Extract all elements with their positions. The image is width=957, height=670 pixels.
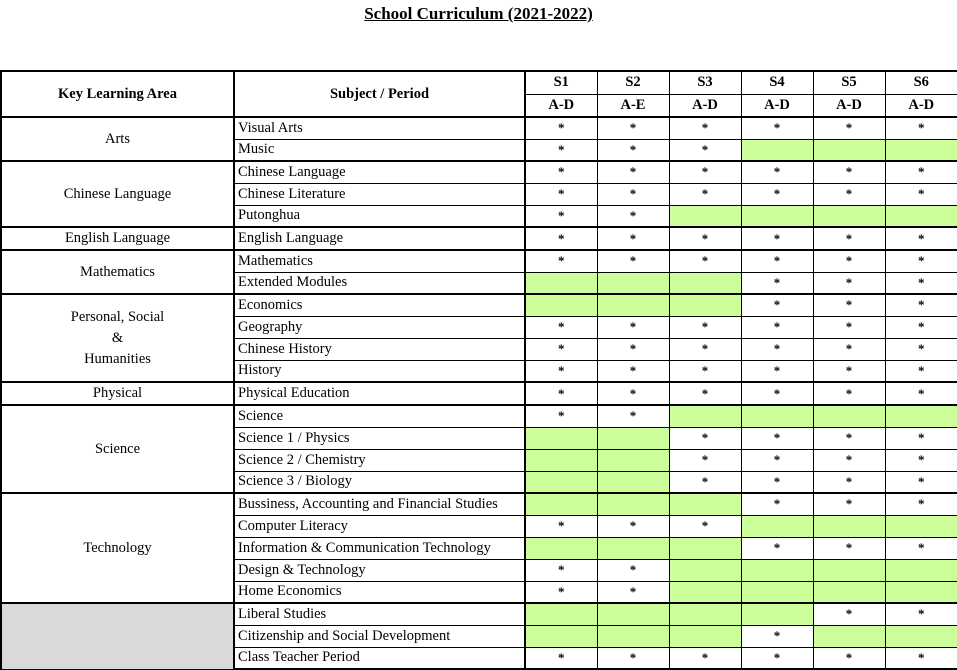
offered-mark: * [813, 493, 885, 515]
not-offered-cell [669, 294, 741, 316]
not-offered-cell [597, 625, 669, 647]
offered-mark: * [669, 227, 741, 250]
offered-mark: * [813, 427, 885, 449]
table-row [1, 493, 957, 515]
table-row [1, 227, 957, 250]
offered-mark: * [813, 471, 885, 493]
not-offered-cell [813, 625, 885, 647]
offered-mark: * [741, 227, 813, 250]
table-row [1, 603, 957, 625]
offered-mark: * [669, 647, 741, 669]
header-key-learning-area: Key Learning Area [1, 71, 234, 117]
offered-mark: * [525, 161, 597, 183]
offered-mark: * [885, 161, 957, 183]
subject-cell: Music [234, 139, 525, 161]
offered-mark: * [885, 250, 957, 272]
subject-cell: Economics [234, 294, 525, 316]
not-offered-cell [525, 471, 597, 493]
not-offered-cell [741, 603, 813, 625]
not-offered-cell [525, 603, 597, 625]
not-offered-cell [741, 405, 813, 427]
offered-mark: * [597, 338, 669, 360]
offered-mark: * [813, 117, 885, 139]
not-offered-cell [885, 581, 957, 603]
not-offered-cell [741, 205, 813, 227]
offered-mark: * [813, 294, 885, 316]
offered-mark: * [597, 382, 669, 405]
not-offered-cell [525, 427, 597, 449]
not-offered-cell [885, 139, 957, 161]
offered-mark: * [741, 117, 813, 139]
not-offered-cell [597, 272, 669, 294]
offered-mark: * [741, 338, 813, 360]
offered-mark: * [525, 117, 597, 139]
offered-mark: * [885, 338, 957, 360]
offered-mark: * [813, 161, 885, 183]
offered-mark: * [741, 294, 813, 316]
table-row [1, 250, 957, 272]
offered-mark: * [885, 449, 957, 471]
offered-mark: * [669, 338, 741, 360]
offered-mark: * [813, 603, 885, 625]
not-offered-cell [597, 294, 669, 316]
not-offered-cell [597, 537, 669, 559]
header-level: S6 [885, 71, 957, 94]
offered-mark: * [885, 427, 957, 449]
offered-mark: * [813, 537, 885, 559]
offered-mark: * [597, 117, 669, 139]
key-learning-area-cell: Chinese Language [1, 161, 234, 227]
not-offered-cell [525, 625, 597, 647]
offered-mark: * [597, 316, 669, 338]
subject-cell: Mathematics [234, 250, 525, 272]
offered-mark: * [813, 647, 885, 669]
offered-mark: * [525, 559, 597, 581]
not-offered-cell [669, 405, 741, 427]
offered-mark: * [885, 537, 957, 559]
offered-mark: * [597, 360, 669, 382]
not-offered-cell [597, 493, 669, 515]
subject-cell: English Language [234, 227, 525, 250]
offered-mark: * [597, 581, 669, 603]
key-learning-area-cell: Personal, Social & Humanities [1, 294, 234, 382]
offered-mark: * [597, 139, 669, 161]
subject-cell: Science 1 / Physics [234, 427, 525, 449]
not-offered-cell [885, 205, 957, 227]
offered-mark: * [813, 250, 885, 272]
table-row [1, 382, 957, 405]
offered-mark: * [741, 449, 813, 471]
offered-mark: * [813, 227, 885, 250]
offered-mark: * [669, 316, 741, 338]
offered-mark: * [885, 272, 957, 294]
offered-mark: * [741, 360, 813, 382]
offered-mark: * [885, 117, 957, 139]
offered-mark: * [669, 161, 741, 183]
not-offered-cell [813, 405, 885, 427]
offered-mark: * [669, 427, 741, 449]
offered-mark: * [741, 161, 813, 183]
key-learning-area-cell: English Language [1, 227, 234, 250]
header-level: S3 [669, 71, 741, 94]
not-offered-cell [813, 139, 885, 161]
not-offered-cell [525, 294, 597, 316]
offered-mark: * [885, 382, 957, 405]
not-offered-cell [597, 603, 669, 625]
key-learning-area-cell: Mathematics [1, 250, 234, 294]
offered-mark: * [669, 382, 741, 405]
not-offered-cell [525, 272, 597, 294]
offered-mark: * [813, 338, 885, 360]
offered-mark: * [741, 183, 813, 205]
header-subject-period: Subject / Period [234, 71, 525, 117]
offered-mark: * [525, 250, 597, 272]
header-period: A-D [885, 94, 957, 117]
offered-mark: * [597, 205, 669, 227]
not-offered-cell [813, 515, 885, 537]
not-offered-cell [669, 603, 741, 625]
offered-mark: * [597, 250, 669, 272]
subject-cell: Class Teacher Period [234, 647, 525, 669]
offered-mark: * [813, 382, 885, 405]
offered-mark: * [741, 493, 813, 515]
offered-mark: * [669, 360, 741, 382]
not-offered-cell [669, 205, 741, 227]
offered-mark: * [525, 581, 597, 603]
not-offered-cell [741, 559, 813, 581]
not-offered-cell [813, 581, 885, 603]
offered-mark: * [525, 360, 597, 382]
subject-cell: Putonghua [234, 205, 525, 227]
not-offered-cell [525, 493, 597, 515]
offered-mark: * [525, 338, 597, 360]
offered-mark: * [597, 183, 669, 205]
offered-mark: * [525, 205, 597, 227]
subject-cell: Chinese Literature [234, 183, 525, 205]
not-offered-cell [813, 205, 885, 227]
subject-cell: Geography [234, 316, 525, 338]
not-offered-cell [597, 471, 669, 493]
offered-mark: * [597, 161, 669, 183]
offered-mark: * [525, 405, 597, 427]
key-learning-area-cell [1, 603, 234, 669]
offered-mark: * [669, 117, 741, 139]
not-offered-cell [669, 537, 741, 559]
offered-mark: * [885, 647, 957, 669]
offered-mark: * [669, 250, 741, 272]
subject-cell: Citizenship and Social Development [234, 625, 525, 647]
subject-cell: Science [234, 405, 525, 427]
subject-cell: Extended Modules [234, 272, 525, 294]
offered-mark: * [741, 316, 813, 338]
not-offered-cell [669, 625, 741, 647]
offered-mark: * [597, 647, 669, 669]
not-offered-cell [741, 515, 813, 537]
subject-cell: Computer Literacy [234, 515, 525, 537]
offered-mark: * [669, 471, 741, 493]
not-offered-cell [525, 537, 597, 559]
offered-mark: * [813, 360, 885, 382]
offered-mark: * [597, 405, 669, 427]
curriculum-body [1, 117, 957, 669]
subject-cell: Chinese History [234, 338, 525, 360]
offered-mark: * [741, 647, 813, 669]
subject-cell: Science 2 / Chemistry [234, 449, 525, 471]
offered-mark: * [525, 139, 597, 161]
not-offered-cell [669, 272, 741, 294]
offered-mark: * [885, 227, 957, 250]
key-learning-area-cell: Science [1, 405, 234, 493]
offered-mark: * [741, 427, 813, 449]
not-offered-cell [885, 559, 957, 581]
offered-mark: * [669, 183, 741, 205]
offered-mark: * [741, 250, 813, 272]
header-level: S1 [525, 71, 597, 94]
offered-mark: * [525, 515, 597, 537]
offered-mark: * [741, 272, 813, 294]
key-learning-area-cell: Arts [1, 117, 234, 161]
not-offered-cell [813, 559, 885, 581]
not-offered-cell [741, 139, 813, 161]
subject-cell: Visual Arts [234, 117, 525, 139]
subject-cell: History [234, 360, 525, 382]
header-period: A-D [525, 94, 597, 117]
table-row [1, 294, 957, 316]
offered-mark: * [885, 493, 957, 515]
not-offered-cell [741, 581, 813, 603]
header-period: A-D [669, 94, 741, 117]
subject-cell: Home Economics [234, 581, 525, 603]
not-offered-cell [597, 449, 669, 471]
subject-cell: Bussiness, Accounting and Financial Studies [234, 493, 525, 515]
offered-mark: * [885, 183, 957, 205]
offered-mark: * [813, 272, 885, 294]
not-offered-cell [525, 449, 597, 471]
header-row-levels [1, 71, 957, 94]
offered-mark: * [669, 139, 741, 161]
not-offered-cell [669, 493, 741, 515]
subject-cell: Design & Technology [234, 559, 525, 581]
not-offered-cell [669, 559, 741, 581]
offered-mark: * [885, 471, 957, 493]
table-row [1, 405, 957, 427]
offered-mark: * [813, 449, 885, 471]
offered-mark: * [885, 316, 957, 338]
offered-mark: * [741, 537, 813, 559]
subject-cell: Science 3 / Biology [234, 471, 525, 493]
subject-cell: Liberal Studies [234, 603, 525, 625]
table-row [1, 161, 957, 183]
offered-mark: * [525, 183, 597, 205]
subject-cell: Chinese Language [234, 161, 525, 183]
offered-mark: * [525, 647, 597, 669]
not-offered-cell [669, 581, 741, 603]
offered-mark: * [813, 183, 885, 205]
not-offered-cell [885, 625, 957, 647]
header-period: A-D [813, 94, 885, 117]
header-level: S5 [813, 71, 885, 94]
offered-mark: * [885, 294, 957, 316]
key-learning-area-cell: Technology [1, 493, 234, 603]
page-title: School Curriculum (2021-2022) [364, 4, 593, 23]
subject-cell: Information & Communication Technology [234, 537, 525, 559]
offered-mark: * [669, 449, 741, 471]
not-offered-cell [597, 427, 669, 449]
subject-cell: Physical Education [234, 382, 525, 405]
offered-mark: * [741, 625, 813, 647]
offered-mark: * [525, 316, 597, 338]
offered-mark: * [669, 515, 741, 537]
not-offered-cell [885, 515, 957, 537]
offered-mark: * [741, 471, 813, 493]
offered-mark: * [597, 227, 669, 250]
header-period: A-D [741, 94, 813, 117]
offered-mark: * [597, 559, 669, 581]
offered-mark: * [885, 603, 957, 625]
curriculum-table [0, 70, 957, 670]
header-level: S4 [741, 71, 813, 94]
offered-mark: * [525, 382, 597, 405]
offered-mark: * [885, 360, 957, 382]
header-level: S2 [597, 71, 669, 94]
header-period: A-E [597, 94, 669, 117]
offered-mark: * [597, 515, 669, 537]
offered-mark: * [813, 316, 885, 338]
not-offered-cell [885, 405, 957, 427]
offered-mark: * [525, 227, 597, 250]
key-learning-area-cell: Physical [1, 382, 234, 405]
offered-mark: * [741, 382, 813, 405]
table-row [1, 117, 957, 139]
